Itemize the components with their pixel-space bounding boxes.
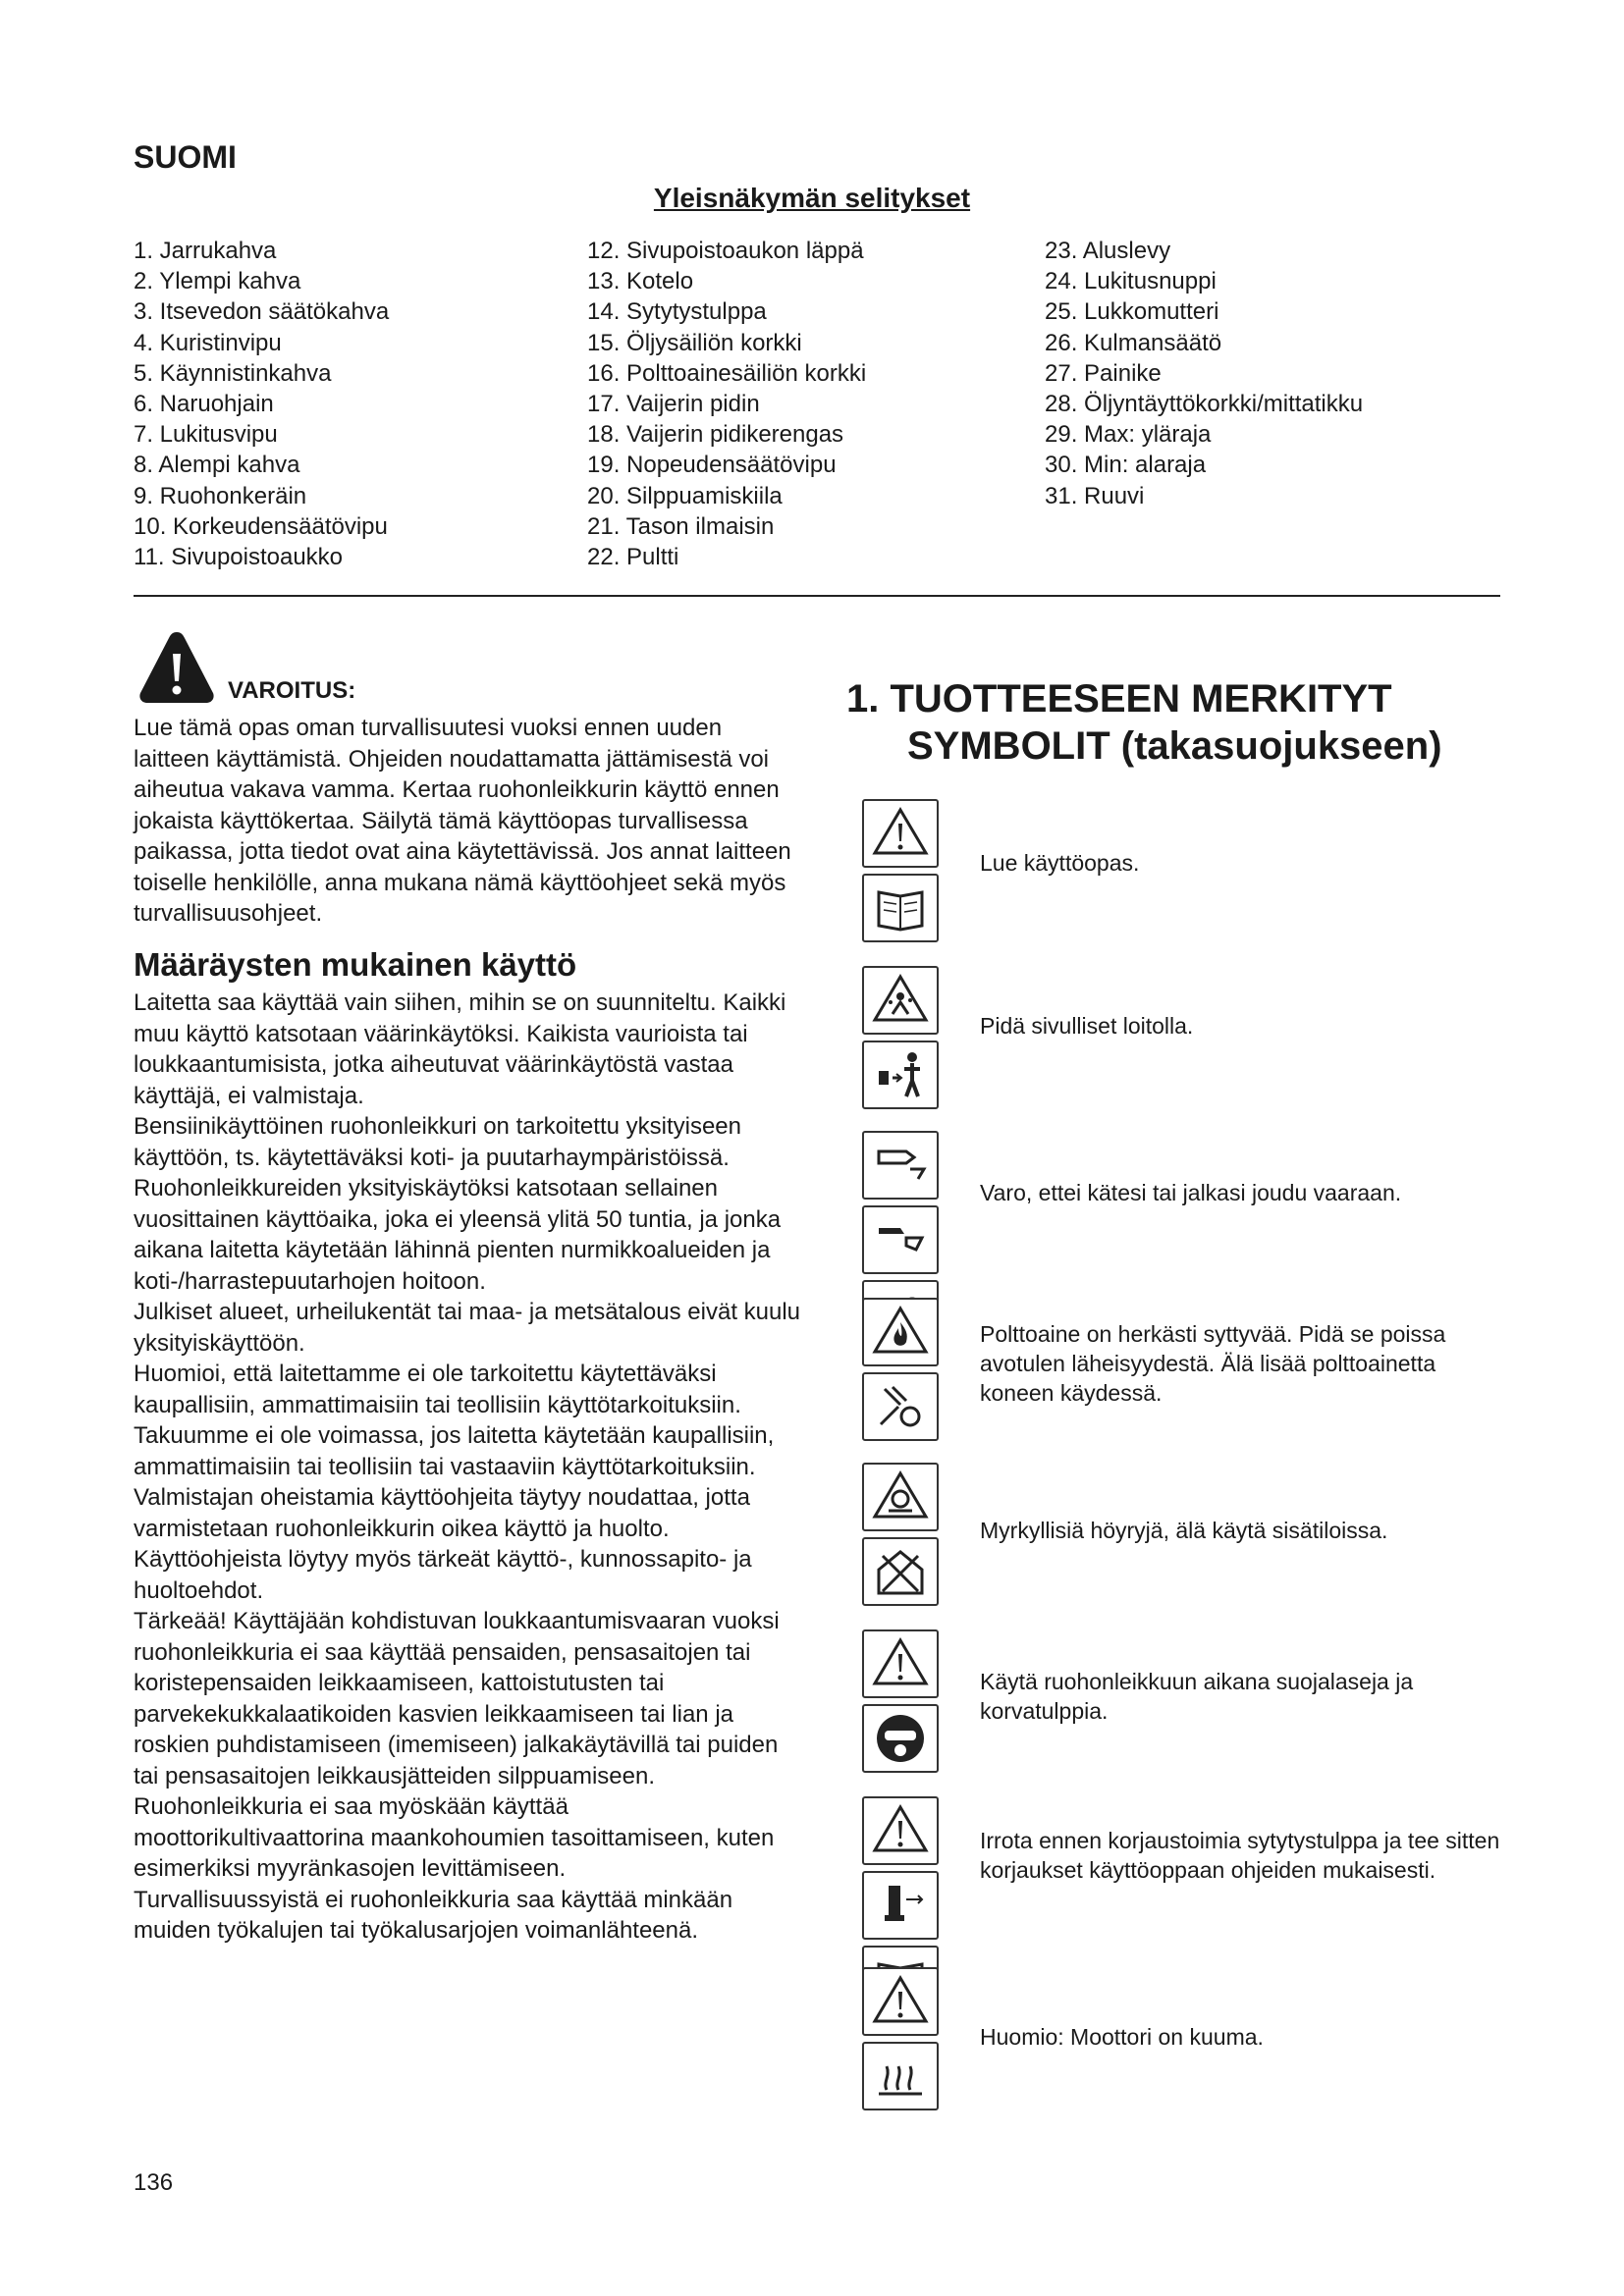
warning-triangle-icon	[862, 1629, 939, 1698]
symbol-description: Lue käyttöopas.	[980, 850, 1140, 876]
legend-column-2	[587, 236, 866, 572]
symbol-group	[862, 1463, 939, 1612]
manual-book-icon	[862, 874, 939, 942]
no-refuel-running-icon	[862, 1372, 939, 1441]
symbol-description: Pidä sivulliset loitolla.	[980, 1013, 1194, 1039]
toxic-fumes-icon	[862, 1463, 939, 1531]
legend-item: 27. Painike	[1045, 359, 1162, 387]
no-indoor-use-icon	[862, 1537, 939, 1606]
legend-item: 7. Lukitusvipu	[134, 421, 278, 449]
legend-item: 18. Vaijerin pidikerengas	[587, 421, 844, 449]
symbols-heading: 1. TUOTTEESEEN MERKITYT SYMBOLIT (takasuojukseen)	[846, 677, 1442, 768]
legend-item: 21. Tason ilmaisin	[587, 512, 775, 540]
symbol-description: Huomio: Moottori on kuuma.	[980, 2024, 1264, 2050]
fire-hazard-icon	[862, 1298, 939, 1366]
legend-item: 20. Silppuamiskiila	[587, 482, 783, 509]
legend-item: 28. Öljyntäyttökorkki/mittatikku	[1045, 391, 1364, 418]
warning-triangle-icon	[862, 1967, 939, 2036]
legend-item: 2. Ylempi kahva	[134, 268, 301, 295]
symbol-group	[862, 1967, 939, 2116]
symbol-description: Käytä ruohonleikkuun aikana suojalaseja ja korvatulppia.	[980, 1669, 1414, 1724]
legend-item: 16. Polttoainesäiliön korkki	[587, 359, 867, 387]
paragraph: Laitetta saa käyttää vain siihen, mihin se on suunniteltu. Kaikki muu käyttö katsotaan väärinkäytöksi. Kaikista vaurioista tai loukkaantumisista, jotka aiheutuvat väärinkäytöstä vastaa käyttäjä, ei valmistaja.	[134, 989, 786, 1109]
legend-column-3	[1045, 236, 1363, 511]
legend-item: 24. Lukitusnuppi	[1045, 268, 1217, 295]
thrown-object-icon	[862, 966, 939, 1035]
legend-item: 19. Nopeudensäätövipu	[587, 452, 837, 479]
legend-column-1	[134, 236, 389, 572]
symbol-description: Myrkyllisiä höyryjä, älä käytä sisätiloissa.	[980, 1518, 1388, 1543]
legend-item: 22. Pultti	[587, 544, 679, 571]
legend-item: 3. Itsevedon säätökahva	[134, 298, 390, 326]
symbol-description: Irrota ennen korjaustoimia sytytystulppa ja tee sitten korjaukset käyttöoppaan ohjeiden mukaisesti.	[980, 1828, 1500, 1883]
legend-item: 15. Öljysäiliön korkki	[587, 329, 802, 356]
legend-item: 8. Alempi kahva	[134, 452, 300, 479]
legend-item: 11. Sivupoistoaukko	[134, 544, 344, 571]
legend-item: 26. Kulmansäätö	[1045, 329, 1222, 356]
legend-item: 5. Käynnistinkahva	[134, 359, 332, 387]
symbol-group	[862, 799, 939, 948]
legend-item: 13. Kotelo	[587, 268, 694, 295]
warning-label: VAROITUS:	[228, 677, 356, 704]
paragraph: Valmistajan oheistamia käyttöohjeita täytyy noudattaa, jotta varmistetaan ruohonleikkurin oikea käyttö ja huolto. Käyttöohjeista löytyy myös tärkeät käyttö-, kunnossapito- ja huoltoehdot.	[134, 1484, 752, 1604]
warning-triangle-icon	[862, 1796, 939, 1865]
legend-item: 23. Aluslevy	[1045, 238, 1171, 264]
ear-eye-protection-icon	[862, 1704, 939, 1773]
symbol-group	[862, 966, 939, 1115]
legend-item: 10. Korkeudensäätövipu	[134, 512, 388, 540]
symbol-group	[862, 1629, 939, 1779]
intended-use-text	[134, 988, 801, 1947]
legend-item: 1. Jarrukahva	[134, 238, 277, 264]
legend-item: 4. Kuristinvipu	[134, 329, 282, 356]
symbol-description: Varo, ettei kätesi tai jalkasi joudu vaaraan.	[980, 1180, 1402, 1205]
legend-item: 9. Ruohonkeräin	[134, 482, 307, 509]
symbol-group	[862, 1298, 939, 1447]
bystander-distance-icon	[862, 1041, 939, 1109]
paragraph: Turvallisuussyistä ei ruohonleikkuria saa käyttää minkään muiden työkalujen tai työkalusarjojen voimanlähteenä.	[134, 1886, 733, 1944]
warning-text: Lue tämä opas oman turvallisuutesi vuoksi ennen uuden laitteen käyttämistä. Ohjeiden noudattamatta jättämisestä voi aiheutua vakava vamma. Kertaa ruohonleikkurin käyttö ennen jokaista käyttökertaa. Säilytä tämä käyttöopas turvallisessa paikassa, jotta tiedot ovat aina käytettävissä. Jos annat laitteen toiselle henkilölle, anna mukana nämä käyttöohjeet sekä myös turvallisuusohjeet.	[134, 715, 791, 927]
paragraph: Julkiset alueet, urheilukentät tai maa- ja metsätalous eivät kuulu yksityiskäyttöön.	[134, 1299, 801, 1357]
intended-use-heading: Määräysten mukainen käyttö	[134, 946, 577, 983]
legend-item: 25. Lukkomutteri	[1045, 298, 1219, 326]
legend-item: 31. Ruuvi	[1045, 482, 1145, 509]
hot-surface-icon	[862, 2042, 939, 2110]
legend-item: 17. Vaijerin pidin	[587, 391, 760, 418]
legend-item: 6. Naruohjain	[134, 391, 274, 418]
language-heading: SUOMI	[134, 139, 237, 175]
legend-item: 12. Sivupoistoaukon läppä	[587, 238, 864, 264]
paragraph: Ruohonleikkureiden yksityiskäytöksi katsotaan sellainen vuosittainen käyttöaika, joka ei yleensä ylitä 50 tuntia, ja jonka aikana laitetta käytetään lähinnä pienten nurmikkoalueiden ja koti-/harrastepuutarhojen hoitoon.	[134, 1175, 782, 1295]
legend-title: Yleisnäkymän selitykset	[653, 183, 971, 213]
paragraph: Huomioi, että laitettamme ei ole tarkoitettu käytettäväksi kaupallisiin, ammattimaisiin tai teollisiin käyttötarkoituksiin. Takuumme ei ole voimassa, jos laitetta käytetään kaupallisiin, ammattimaisiin tai teollisiin tai vastaaviin käyttötarkoituksiin.	[134, 1361, 775, 1480]
legend-item: 30. Min: alaraja	[1045, 452, 1207, 479]
warning-triangle-icon	[137, 628, 216, 707]
paragraph: Bensiinikäyttöinen ruohonleikkuri on tarkoitettu yksityiseen käyttöön, ts. käytettäväksi koti- ja puutarhaympäristöissä.	[134, 1113, 741, 1171]
foot-blade-icon	[862, 1205, 939, 1274]
divider	[134, 595, 1500, 597]
hand-blade-icon	[862, 1131, 939, 1200]
legend-item: 29. Max: yläraja	[1045, 421, 1212, 449]
warning-triangle-icon	[862, 799, 939, 868]
paragraph: Tärkeää! Käyttäjään kohdistuvan loukkaantumisvaaran vuoksi ruohonleikkuria ei saa käyttää pensaiden, pensasaitojen tai koristepensaiden leikkaamiseen, kattoistutusten tai parvekekukkalaatikoiden kasvien leikkaamiseen tai lian ja roskien puhdistamiseen (imemiseen) jalkakäytävillä tai puiden tai pensasaitojen leikkausjätteiden silppuamiseen. Ruohonleikkuria ei saa myöskään käyttää moottorikultivaattorina maankohoumien tasoittamiseen, kuten esimerkiksi myyränkasojen levittämiseen.	[134, 1608, 780, 1882]
page-number: 136	[134, 2169, 174, 2196]
symbol-description: Polttoaine on herkästi syttyvää. Pidä se poissa avotulen läheisyydestä. Älä lisää polttoainetta koneen käydessä.	[980, 1321, 1446, 1406]
spark-plug-icon	[862, 1871, 939, 1940]
legend-item: 14. Sytytystulppa	[587, 298, 767, 326]
